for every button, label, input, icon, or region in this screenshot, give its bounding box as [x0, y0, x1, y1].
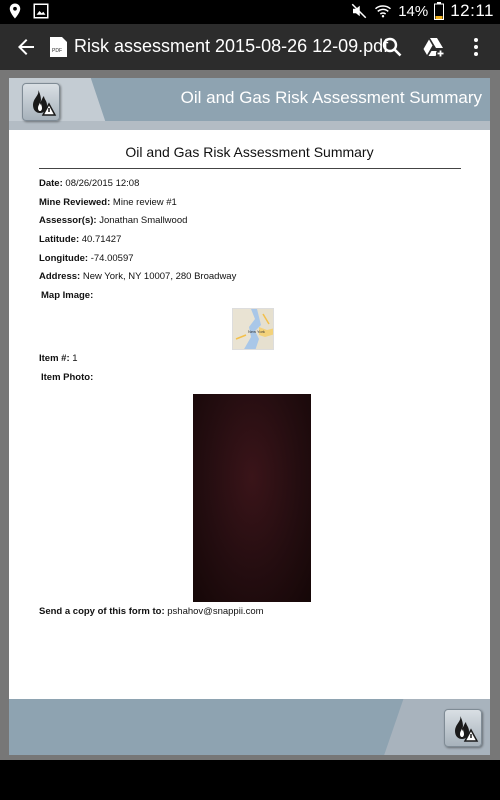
back-arrow-icon[interactable]	[14, 35, 38, 59]
clock: 12:11	[450, 1, 494, 20]
svg-text:PDF: PDF	[52, 48, 62, 54]
flame-warning-icon	[445, 710, 483, 748]
oil-gas-logo	[22, 83, 60, 121]
drive-add-icon[interactable]	[422, 35, 446, 59]
field-address: Address: New York, NY 10007, 280 Broadway	[39, 271, 237, 282]
svg-text:New York: New York	[248, 329, 265, 334]
pdf-viewer[interactable]	[0, 70, 500, 760]
pdf-page	[9, 78, 490, 755]
mute-icon	[350, 2, 368, 20]
document-heading: Oil and Gas Risk Assessment Summary	[125, 144, 374, 160]
map-image	[232, 308, 274, 350]
pdf-file-icon	[50, 37, 67, 57]
battery-percentage: 14%	[398, 2, 429, 20]
flame-warning-icon	[23, 84, 61, 122]
header-banner	[9, 78, 490, 130]
overflow-menu-icon[interactable]	[464, 35, 488, 59]
field-mine-reviewed: Mine Reviewed: Mine review #1	[39, 197, 177, 208]
field-assessors: Assessor(s): Jonathan Smallwood	[39, 215, 188, 226]
app-bar	[0, 24, 500, 70]
field-item-number: Item #: 1	[39, 353, 78, 364]
footer-banner	[9, 699, 490, 755]
document-title: Risk assessment 2015-08-26 12-09.pdf	[74, 36, 389, 56]
battery-icon	[434, 2, 444, 20]
location-icon	[6, 2, 24, 20]
item-photo-label: Item Photo:	[41, 372, 94, 383]
search-icon[interactable]	[380, 35, 404, 59]
wifi-icon	[374, 2, 392, 20]
field-longitude: Longitude: -74.00597	[39, 253, 134, 264]
footer-logo	[444, 709, 482, 747]
system-bottom-area	[0, 760, 500, 800]
image-notification-icon	[32, 2, 50, 20]
item-photo	[193, 394, 311, 602]
heading-divider	[39, 168, 461, 169]
field-send-copy: Send a copy of this form to: pshahov@snappii.com	[39, 606, 264, 617]
field-date: Date: 08/26/2015 12:08	[39, 178, 140, 189]
field-latitude: Latitude: 40.71427	[39, 234, 122, 245]
map-image-label: Map Image:	[41, 290, 94, 301]
banner-title: Oil and Gas Risk Assessment Summary	[180, 88, 482, 107]
status-bar	[0, 0, 500, 24]
